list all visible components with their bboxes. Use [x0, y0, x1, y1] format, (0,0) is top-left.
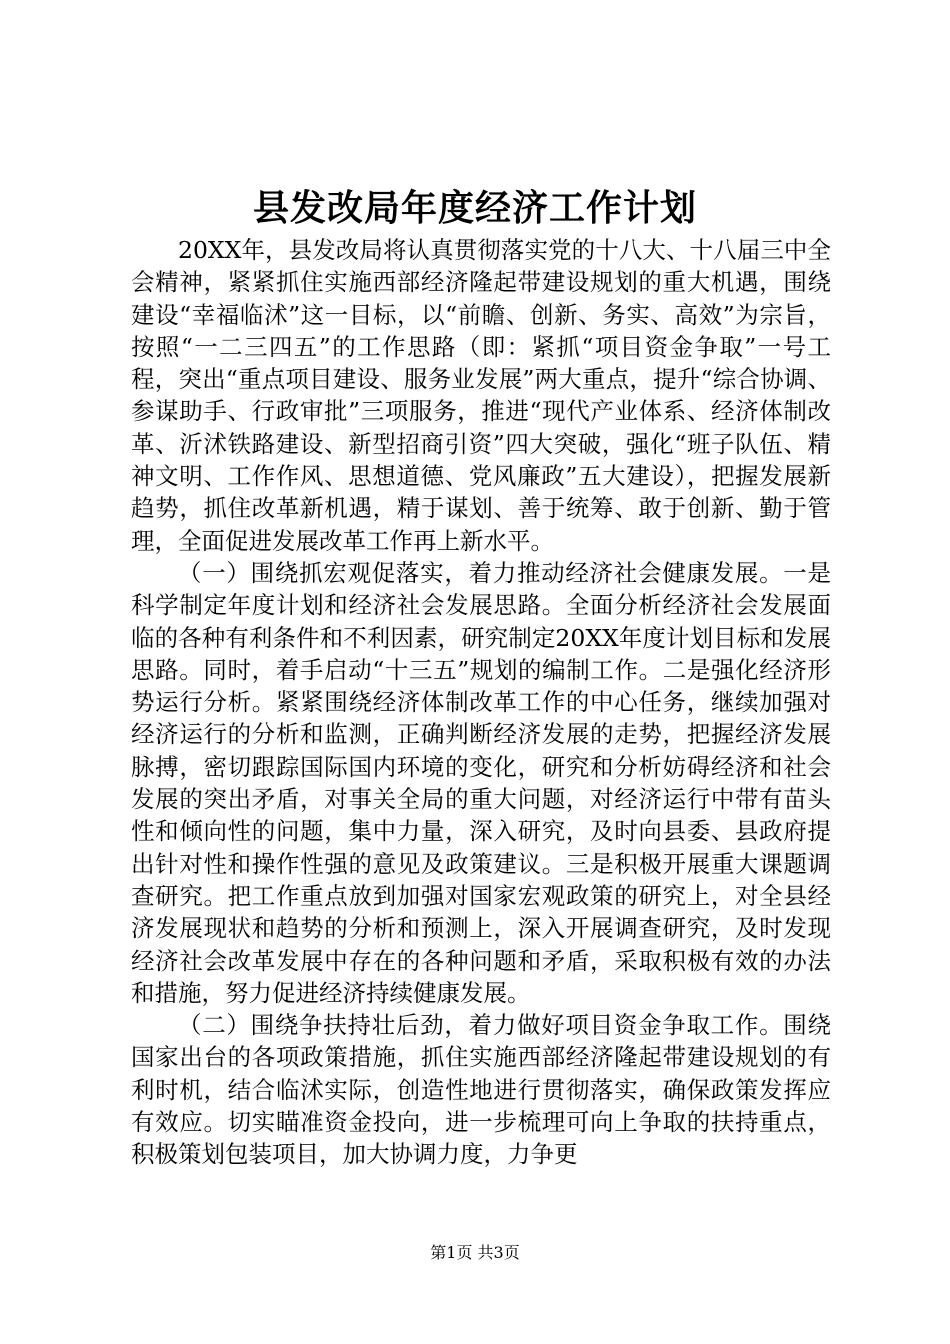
paragraph-intro: 20XX年，县发改局将认真贯彻落实党的十八大、十八届三中全会精神，紧紧抓住实施西部经济隆起带建设规划的重大机遇，围绕建设“幸福临沭”这一目标，以“前瞻、创新、务实、高效”为宗旨，按照“一二三四五”的工作思路（即：紧抓“项目资金争取”一号工程，突出“重点项目建设、服务业发展”两大重点，提升“综合协调、参谋助手、行政审批”三项服务，推进“现代产业体系、经济体制改革、沂沭铁路建设、新型招商引资”四大突破，强化“班子队伍、精神文明、工作作风、思想道德、党风廉政”五大建设），把握发展新趋势，抓住改革新机遇，精于谋划、善于统筹、敢于创新、勤于管理，全面促进发展改革工作再上新水平。 [131, 236, 831, 555]
paragraph-section-1: （一）围绕抓宏观促落实，着力推动经济社会健康发展。一是科学制定年度计划和经济社会发展思路。全面分析经济社会发展面临的各种有利条件和不利因素，研究制定20XX年度计划目标和发展思路。同时，着手启动“十三五”规划的编制工作。二是强化经济形势运行分析。紧紧围绕经济体制改革工作的中心任务，继续加强对经济运行的分析和监测，正确判断经济发展的走势，把握经济发展脉搏，密切跟踪国际国内环境的变化，研究和分析妨碍经济和社会发展的突出矛盾，对事关全局的重大问题，对经济运行中带有苗头性和倾向性的问题，集中力量，深入研究，及时向县委、县政府提出针对性和操作性强的意见及政策建议。三是积极开展重大课题调查研究。把工作重点放到加强对国家宏观政策的研究上，对全县经济发展现状和趋势的分析和预测上，深入开展调查研究，及时发现经济社会改革发展中存在的各种问题和矛盾，采取积极有效的办法和措施，努力促进经济持续健康发展。 [131, 558, 831, 1007]
document-title: 县发改局年度经济工作计划 [252, 187, 697, 229]
paragraph-section-2: （二）围绕争扶持壮后劲，着力做好项目资金争取工作。围绕国家出台的各项政策措施，抓住实施西部经济隆起带建设规划的有利时机，结合临沭实际，创造性地进行贯彻落实，确保政策发挥应有效应。切实瞄准资金投向，进一步梳理可向上争取的扶持重点，积极策划包装项目，加大协调力度，力争更 [131, 1011, 831, 1169]
document-body [131, 234, 831, 1171]
page-number-footer: 第1页 共3页 [430, 1243, 520, 1262]
